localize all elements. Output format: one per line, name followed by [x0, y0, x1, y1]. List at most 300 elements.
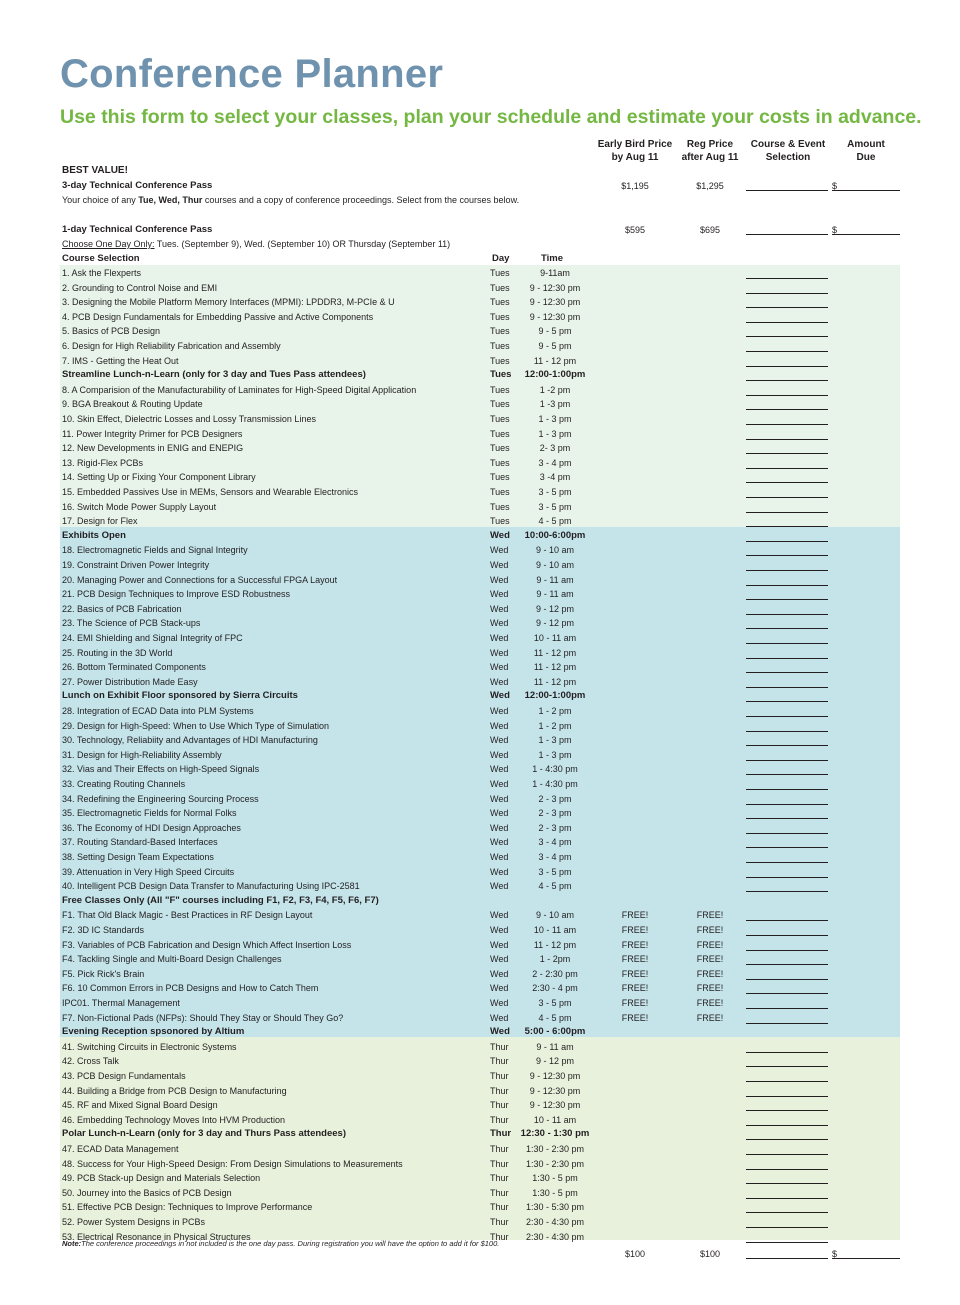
course-day: Wed [490, 1026, 510, 1038]
course-row [0, 456, 960, 471]
course-row [0, 996, 960, 1011]
course-time: 9 - 12 pm [535, 1056, 575, 1067]
course-selection-field[interactable] [746, 322, 828, 323]
course-row [0, 310, 960, 325]
course-row [0, 383, 960, 398]
course-day: Tues [490, 414, 510, 424]
course-time: 3 - 4 pm [538, 837, 572, 848]
course-time: 9 - 11 am [536, 1041, 574, 1052]
course-selection-field[interactable] [746, 745, 828, 746]
course-selection-field[interactable] [746, 1008, 828, 1009]
course-day: Tues [490, 428, 510, 439]
course-day: Thur [490, 1187, 509, 1198]
course-name: F4. Tackling Single and Multi-Board Design Challenges [62, 954, 282, 965]
course-selection-field[interactable] [746, 716, 828, 717]
course-selection-field[interactable] [746, 658, 828, 659]
course-row [0, 514, 960, 529]
course-name: 45. RF and Mixed Signal Board Design [62, 1100, 218, 1111]
course-row [0, 573, 960, 588]
course-selection-field[interactable] [746, 599, 828, 600]
course-time: 1 - 3 pm [538, 735, 572, 746]
course-time: 2 - 3 pm [538, 793, 572, 804]
course-selection-field[interactable] [746, 468, 828, 469]
course-time: 2 - 3 pm [538, 822, 572, 833]
course-time: 11 - 12 pm [533, 355, 577, 366]
course-name: 4. PCB Design Fundamentals for Embedding Passive and Active Components [62, 311, 374, 322]
course-selection-field[interactable] [746, 964, 828, 965]
column-header-amount [832, 138, 900, 164]
course-name: 41. Switching Circuits in Electronic Systems [62, 1041, 237, 1052]
course-name: 16. Switch Mode Power Supply Layout [62, 501, 217, 512]
course-row [0, 1040, 960, 1055]
course-name: 38. Setting Design Team Expectations [62, 852, 214, 862]
course-row [0, 1171, 960, 1186]
event-row [0, 1127, 960, 1142]
one-day-amount-symbol: $ [832, 225, 838, 235]
course-time: 1 -2 pm [539, 384, 571, 395]
course-selection-field[interactable] [746, 293, 828, 294]
course-regular-price: FREE! [696, 998, 724, 1008]
course-time: 9 - 12 pm [535, 618, 575, 629]
course-time: 1 - 4:30 pm [532, 779, 578, 789]
course-early-price: FREE! [621, 954, 649, 965]
course-time: 9 - 11 am [536, 574, 574, 585]
footer-note-label: Note: [62, 1239, 82, 1248]
course-name: 49. PCB Stack-up Design and Materials Selection [62, 1173, 261, 1184]
three-day-desc-days: Tue, Wed, Thur [138, 195, 203, 205]
course-row [0, 558, 960, 573]
course-selection-field[interactable] [746, 409, 828, 410]
course-row [0, 850, 960, 865]
course-selection-field[interactable] [746, 789, 828, 790]
one-day-desc-rest: Tues. (September 9), Wed. (September 10) OR Thursday (September 11) [154, 239, 451, 249]
course-row [0, 441, 960, 456]
course-early-price: FREE! [621, 925, 649, 935]
course-name: Lunch on Exhibit Floor sponsored by Sierra Circuits [62, 690, 298, 702]
course-time: 9 - 5 pm [538, 341, 572, 351]
course-selection-field[interactable] [746, 307, 828, 308]
course-selection-field[interactable] [746, 1081, 828, 1082]
course-day: Wed [490, 925, 509, 935]
course-name: 24. EMI Shielding and Signal Integrity of FPC [62, 633, 243, 643]
course-name: 5. Basics of PCB Design [62, 326, 161, 337]
course-day: Wed [490, 837, 509, 848]
course-day: Thur [490, 1071, 509, 1081]
course-name: 9. BGA Breakout & Routing Update [62, 399, 203, 410]
course-time: 11 - 12 pm [533, 647, 577, 658]
course-selection-field[interactable] [746, 818, 828, 819]
course-selection-field[interactable] [746, 526, 828, 527]
course-name: Exhibits Open [62, 529, 126, 541]
course-regular-price: FREE! [696, 968, 724, 979]
course-row [0, 821, 960, 836]
course-selection-field[interactable] [746, 628, 828, 629]
course-selection-field[interactable] [746, 1066, 828, 1067]
course-selection-field[interactable] [746, 1227, 828, 1228]
course-row [0, 981, 960, 996]
course-name: Evening Reception spsonored by Altium [62, 1026, 245, 1038]
three-day-desc-prefix: Your choice of any [62, 195, 139, 205]
three-day-early-price: $1,195 [621, 181, 649, 191]
time-column-header: Time [541, 253, 564, 264]
course-time: 9 - 11 am [536, 589, 574, 600]
course-day: Thur [490, 1173, 509, 1184]
three-day-pass-description [62, 194, 519, 206]
course-day: Wed [490, 793, 509, 804]
course-selection-field[interactable] [746, 1154, 828, 1155]
course-name: 31. Design for High-Reliability Assembly [62, 749, 222, 760]
course-time: 11 - 12 pm [533, 676, 577, 687]
course-time: 9 - 5 pm [538, 326, 572, 337]
course-selection-field[interactable] [746, 351, 828, 352]
course-row [0, 762, 960, 777]
event-row [0, 894, 960, 909]
course-row [0, 806, 960, 821]
event-row [0, 529, 960, 544]
course-day: Tues [490, 399, 510, 410]
course-name: Free Classes Only (All "F" courses including F1, F2, F3, F4, F5, F6, F7) [62, 894, 379, 906]
course-selection-field[interactable] [746, 453, 828, 454]
course-early-price: FREE! [621, 983, 649, 994]
course-day: Wed [490, 647, 509, 658]
course-row [0, 923, 960, 938]
course-name: 33. Creating Routing Channels [62, 779, 186, 789]
footer-amount-field[interactable] [832, 1258, 900, 1259]
course-time: 1:30 - 2:30 pm [525, 1144, 585, 1154]
course-time: 1:30 - 2:30 pm [525, 1158, 585, 1169]
course-selection-field[interactable] [746, 1198, 828, 1199]
course-time: 1 - 3 pm [538, 428, 572, 439]
course-time: 11 - 12 pm [533, 939, 577, 950]
course-name: 46. Embedding Technology Moves Into HVM Production [62, 1114, 285, 1125]
course-name: 36. The Economy of HDI Design Approaches [62, 822, 241, 833]
course-time: 11 - 12 pm [533, 662, 577, 673]
course-day: Tues [490, 297, 510, 308]
course-day: Wed [490, 808, 509, 819]
course-selection-field[interactable] [746, 1242, 828, 1243]
course-selection-field[interactable] [746, 482, 828, 483]
page-subtitle: Use this form to select your classes, plan your schedule and estimate your costs in advance. [60, 106, 922, 128]
course-day: Thur [490, 1085, 509, 1096]
course-selection-field[interactable] [746, 1139, 828, 1140]
course-row [0, 733, 960, 748]
event-row [0, 1025, 960, 1040]
footer-selection-field[interactable] [746, 1258, 828, 1259]
course-name: F2. 3D IC Standards [62, 925, 145, 935]
course-day: Wed [490, 764, 509, 775]
course-name: 40. Intelligent PCB Design Data Transfer to Manufacturing Using IPC-2581 [62, 881, 360, 892]
course-selection-field[interactable] [746, 833, 828, 834]
course-early-price: FREE! [621, 939, 649, 950]
course-name: 29. Design for High-Speed: When to Use Which Type of Simulation [62, 720, 329, 731]
course-row [0, 777, 960, 792]
course-row [0, 339, 960, 354]
course-name: 32. Vias and Their Effects on High-Speed Signals [62, 764, 260, 775]
course-day: Tues [490, 369, 512, 381]
course-row [0, 266, 960, 281]
course-name: 27. Power Distribution Made Easy [62, 676, 198, 687]
course-selection-field[interactable] [746, 760, 828, 761]
course-selection-field[interactable] [746, 804, 828, 805]
course-day: Thur [490, 1144, 509, 1154]
course-regular-price: FREE! [696, 925, 724, 935]
course-name: 19. Constraint Driven Power Integrity [62, 560, 210, 570]
course-time: 2:30 - 4:30 pm [525, 1217, 585, 1227]
course-selection-field[interactable] [746, 731, 828, 732]
course-name: 6. Design for High Reliability Fabrication and Assembly [62, 341, 281, 351]
best-value-label: BEST VALUE! [62, 165, 128, 176]
course-day: Tues [490, 268, 510, 278]
course-day: Wed [490, 560, 509, 570]
course-name: 52. Power System Designs in PCBs [62, 1217, 206, 1227]
course-time: 1 - 2pm [539, 954, 571, 965]
course-early-price: FREE! [621, 910, 649, 921]
course-selection-field[interactable] [746, 512, 828, 513]
course-time: 4 - 5 pm [538, 1012, 572, 1023]
course-day: Tues [490, 326, 510, 337]
course-selection-field[interactable] [746, 585, 828, 586]
course-day: Wed [490, 690, 510, 702]
course-selection-field[interactable] [746, 950, 828, 951]
course-selection-field[interactable] [746, 862, 828, 863]
course-time: 3 - 5 pm [538, 501, 572, 512]
course-row [0, 1200, 960, 1215]
course-day: Wed [490, 822, 509, 833]
course-day: Tues [490, 341, 510, 351]
course-selection-field[interactable] [746, 979, 828, 980]
one-day-selection-field[interactable] [746, 234, 828, 235]
course-name: 35. Electromagnetic Fields for Normal Folks [62, 808, 237, 819]
course-row [0, 792, 960, 807]
course-name: 42. Cross Talk [62, 1056, 119, 1067]
course-row [0, 354, 960, 369]
course-day: Tues [490, 472, 510, 483]
course-day: Wed [490, 720, 509, 731]
course-selection-field[interactable] [746, 1052, 828, 1053]
course-row [0, 1084, 960, 1099]
course-day: Wed [490, 910, 509, 921]
event-row [0, 368, 960, 383]
course-time: 9 - 10 am [535, 560, 575, 570]
course-row [0, 1113, 960, 1128]
three-day-regular-price: $1,295 [696, 181, 724, 191]
course-selection-field[interactable] [746, 920, 828, 921]
course-selection-field[interactable] [746, 687, 828, 688]
course-day: Wed [490, 983, 509, 994]
course-early-price: FREE! [621, 968, 649, 979]
regular-header-text: Reg Price after Aug 11 [681, 139, 739, 163]
one-day-desc-underlined: Choose One Day Only: [62, 239, 155, 249]
course-row [0, 660, 960, 675]
course-name: 18. Electromagnetic Fields and Signal Integrity [62, 545, 248, 556]
course-day: Tues [490, 516, 510, 527]
course-row [0, 865, 960, 880]
course-regular-price: FREE! [696, 983, 724, 994]
course-name: 43. PCB Design Fundamentals [62, 1071, 186, 1081]
three-day-pass-name: 3-day Technical Conference Pass [62, 180, 213, 191]
course-selection-field[interactable] [746, 439, 828, 440]
course-row [0, 543, 960, 558]
course-row [0, 500, 960, 515]
course-name: 53. Electrical Resonance in Physical Structures [62, 1231, 251, 1242]
course-time: 3 - 5 pm [538, 866, 572, 877]
early-bird-header-text: Early Bird Price by Aug 11 [597, 139, 673, 163]
course-row [0, 1215, 960, 1230]
course-selection-field[interactable] [746, 774, 828, 775]
course-day: Wed [490, 968, 509, 979]
course-selection-field[interactable] [746, 643, 828, 644]
course-selection-field[interactable] [746, 336, 828, 337]
course-time: 12:30 - 1:30 pm [520, 1128, 590, 1140]
course-row [0, 1069, 960, 1084]
course-name: F5. Pick Rick's Brain [62, 968, 145, 979]
course-row [0, 1098, 960, 1113]
course-early-price: FREE! [621, 998, 649, 1008]
footer-regular-price: $100 [699, 1249, 721, 1259]
course-day: Tues [490, 355, 510, 366]
course-selection-field[interactable] [746, 278, 828, 279]
course-name: 44. Building a Bridge from PCB Design to Manufacturing [62, 1085, 287, 1096]
course-selection-field[interactable] [746, 1023, 828, 1024]
course-selection-field[interactable] [746, 555, 828, 556]
course-day: Wed [490, 852, 509, 862]
course-name: 28. Integration of ECAD Data into PLM Systems [62, 706, 254, 716]
three-day-amount-field[interactable] [832, 190, 900, 191]
course-name: F6. 10 Common Errors in PCB Designs and How to Catch Them [62, 983, 319, 994]
course-row [0, 587, 960, 602]
course-time: 1:30 - 5 pm [532, 1187, 578, 1198]
course-name: 30. Technology, Reliabiity and Advantages of HDI Manufacturing [62, 735, 318, 746]
course-row [0, 879, 960, 894]
course-time: 4 - 5 pm [538, 516, 572, 527]
course-time: 3 - 4 pm [538, 852, 572, 862]
course-selection-field[interactable] [746, 1110, 828, 1111]
course-row [0, 412, 960, 427]
course-regular-price: FREE! [696, 910, 724, 921]
course-day: Wed [490, 1012, 509, 1023]
course-day: Tues [490, 487, 510, 497]
one-day-amount-field[interactable] [832, 234, 900, 235]
course-time: 9 - 12:30 pm [529, 1100, 581, 1111]
course-name: 51. Effective PCB Design: Techniques to Improve Performance [62, 1202, 313, 1213]
amount-header-text: Amount Due [847, 139, 885, 163]
course-selection-field[interactable] [746, 541, 828, 542]
course-name: 8. A Comparision of the Manufacturability of Laminates for High-Speed Digital Application [62, 384, 417, 395]
course-selection-field[interactable] [746, 847, 828, 848]
course-selection-field[interactable] [746, 993, 828, 994]
course-day: Wed [490, 589, 509, 600]
course-row [0, 295, 960, 310]
course-name: 1. Ask the Flexperts [62, 268, 142, 278]
course-time: 10 - 11 am [533, 925, 577, 935]
event-row [0, 689, 960, 704]
course-row [0, 397, 960, 412]
course-time: 9 - 12:30 pm [529, 297, 581, 308]
course-selection-field[interactable] [746, 877, 828, 878]
course-day: Wed [490, 779, 509, 789]
course-selection-field[interactable] [746, 380, 828, 381]
course-name: 50. Journey into the Basics of PCB Design [62, 1187, 232, 1198]
course-name: 39. Attenuation in Very High Speed Circuits [62, 866, 235, 877]
course-selection-field[interactable] [746, 1212, 828, 1213]
course-row [0, 704, 960, 719]
course-time: 10 - 11 am [533, 633, 577, 643]
course-selection-field[interactable] [746, 1096, 828, 1097]
course-selection-field[interactable] [746, 570, 828, 571]
course-row [0, 1054, 960, 1069]
column-header-early-bird [592, 138, 678, 164]
course-day: Wed [490, 574, 509, 585]
course-time: 1 - 3 pm [538, 414, 572, 424]
course-row [0, 719, 960, 734]
course-time: 1 - 3 pm [538, 749, 572, 760]
course-selection-field[interactable] [746, 614, 828, 615]
course-day: Tues [490, 443, 510, 454]
course-selection-field[interactable] [746, 366, 828, 367]
course-time: 9 - 10 am [535, 545, 575, 556]
course-selection-field[interactable] [746, 701, 828, 702]
course-day: Tues [490, 311, 510, 322]
course-regular-price: FREE! [696, 1012, 724, 1023]
course-regular-price: FREE! [696, 939, 724, 950]
one-day-regular-price: $695 [699, 225, 721, 235]
course-selection-field[interactable] [746, 1125, 828, 1126]
course-selection-field[interactable] [746, 424, 828, 425]
course-day: Wed [490, 735, 509, 746]
page-title: Conference Planner [60, 52, 444, 96]
one-day-early-price: $595 [624, 225, 646, 235]
course-row [0, 281, 960, 296]
three-day-amount-symbol: $ [832, 181, 838, 191]
course-time: 9 - 12:30 pm [529, 311, 581, 322]
course-name: 26. Bottom Terminated Components [62, 662, 206, 673]
course-selection-field[interactable] [746, 1169, 828, 1170]
course-selection-field[interactable] [746, 935, 828, 936]
course-name: 13. Rigid-Flex PCBs [62, 457, 144, 468]
course-selection-field[interactable] [746, 395, 828, 396]
course-name: 34. Redefining the Engineering Sourcing Process [62, 793, 259, 804]
course-day: Wed [490, 866, 509, 877]
course-day: Wed [490, 618, 509, 629]
course-time: 1 - 4:30 pm [532, 764, 578, 775]
course-time: 1:30 - 5 pm [532, 1173, 578, 1184]
course-day: Tues [490, 384, 510, 395]
course-row [0, 748, 960, 763]
course-name: F7. Non-Fictional Pads (NFPs): Should They Stay or Should They Go? [62, 1012, 344, 1023]
course-time: 2:30 - 4:30 pm [525, 1231, 585, 1242]
course-day: Tues [490, 457, 510, 468]
course-row [0, 427, 960, 442]
course-time: 2:30 - 4 pm [532, 983, 578, 994]
course-time: 3 - 5 pm [538, 487, 572, 497]
course-selection-field[interactable] [746, 891, 828, 892]
course-row [0, 675, 960, 690]
course-day: Thur [490, 1231, 509, 1242]
course-time: 3 -4 pm [539, 472, 571, 483]
course-selection-field[interactable] [746, 1183, 828, 1184]
footer-note-text: The conference proceedings in not included is the one day pass. During registration you will have the option to add it for $100. [81, 1239, 500, 1248]
course-time: 9 - 12:30 pm [529, 1085, 581, 1096]
course-name: 21. PCB Design Techniques to Improve ESD Robustness [62, 589, 290, 600]
three-day-selection-field[interactable] [746, 190, 828, 191]
course-regular-price: FREE! [696, 954, 724, 965]
course-time: 4 - 5 pm [538, 881, 572, 892]
course-selection-field[interactable] [746, 497, 828, 498]
course-name: IPC01. Thermal Management [62, 998, 180, 1008]
course-row [0, 938, 960, 953]
column-header-regular [672, 138, 748, 164]
course-selection-field[interactable] [746, 672, 828, 673]
